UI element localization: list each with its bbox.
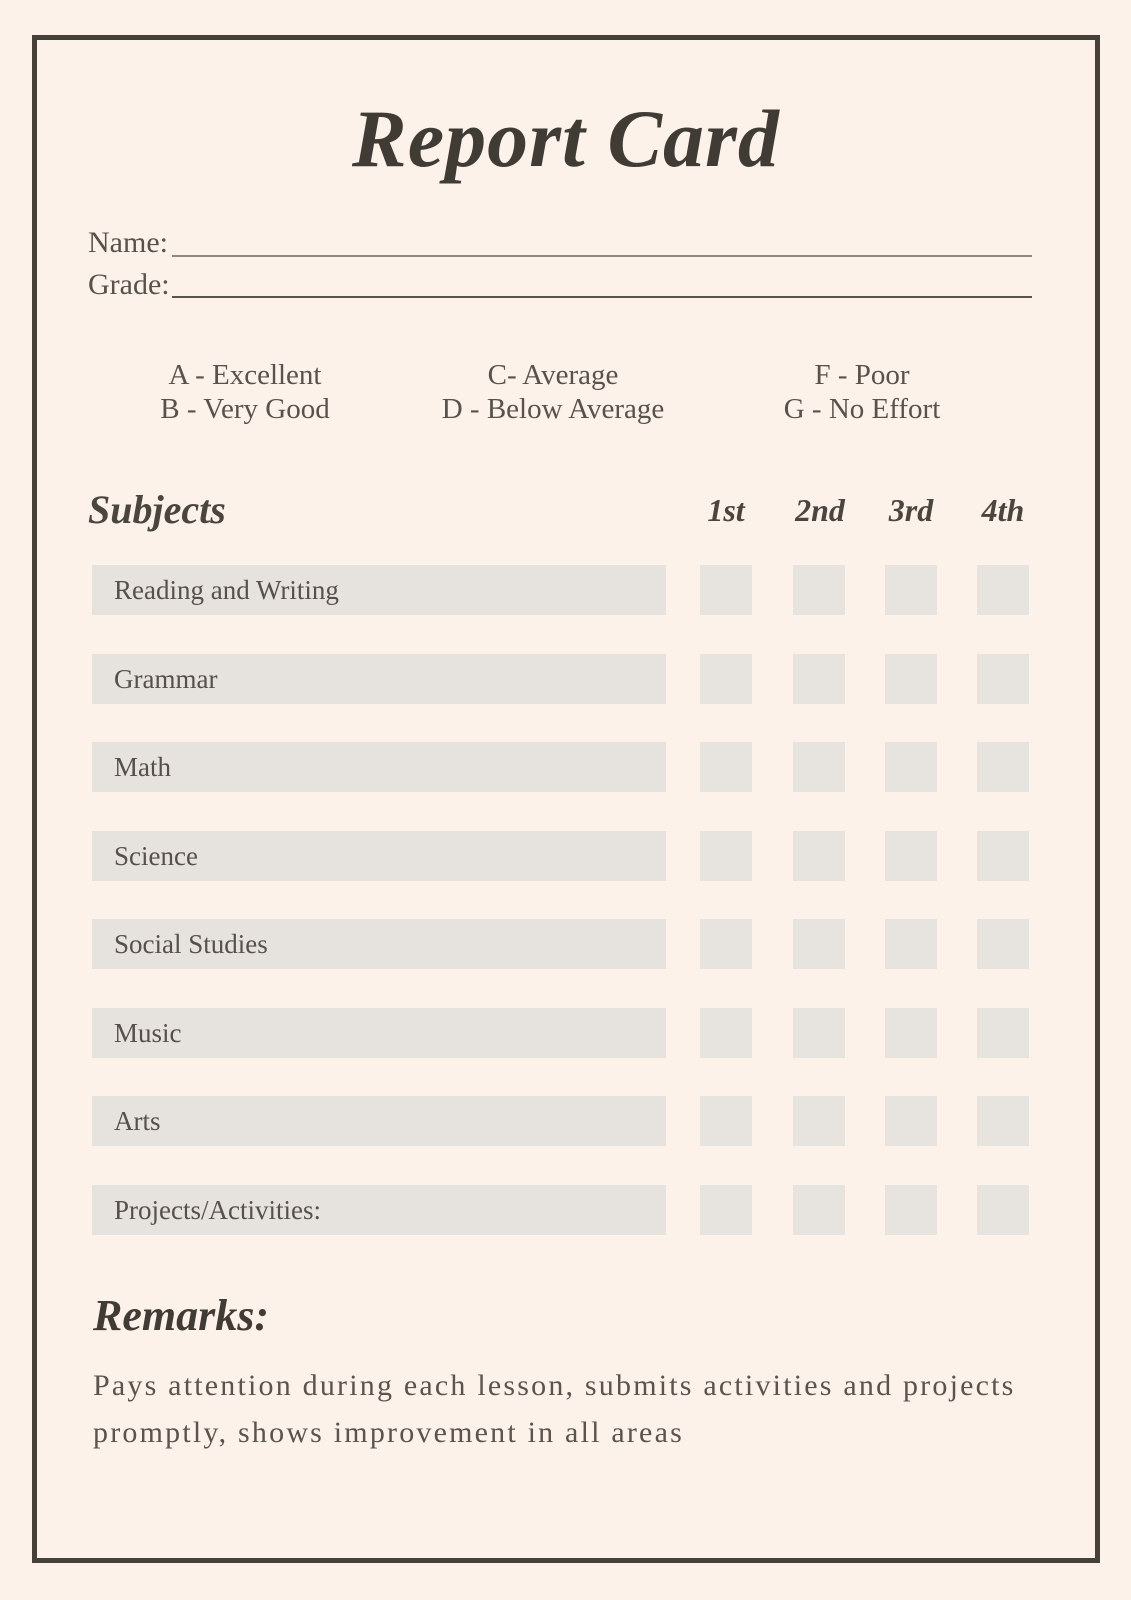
- grade-box[interactable]: [885, 1185, 937, 1235]
- grade-box[interactable]: [977, 742, 1029, 792]
- legend-a-excellent: A - Excellent: [168, 359, 322, 391]
- legend-column-ab: [85, 358, 405, 426]
- remarks-header: Remarks:: [93, 1291, 269, 1340]
- grade-input-line[interactable]: [172, 296, 1032, 298]
- grade-box[interactable]: [977, 1008, 1029, 1058]
- grade-box[interactable]: [793, 742, 845, 792]
- name-label: Name:: [88, 226, 168, 259]
- legend-b-very-good: B - Very Good: [160, 393, 330, 425]
- subject-bar-social-studies: Social Studies: [92, 919, 666, 969]
- grade-box[interactable]: [885, 654, 937, 704]
- grade-box[interactable]: [793, 831, 845, 881]
- grade-box[interactable]: [700, 919, 752, 969]
- grade-box[interactable]: [885, 831, 937, 881]
- grade-box[interactable]: [700, 1185, 752, 1235]
- grade-box[interactable]: [700, 1096, 752, 1146]
- grade-box[interactable]: [700, 1008, 752, 1058]
- quarter-header-2nd: 2nd: [795, 492, 845, 528]
- grade-box[interactable]: [885, 919, 937, 969]
- grade-label: Grade:: [88, 268, 170, 301]
- quarter-header-3rd: 3rd: [888, 492, 934, 528]
- grade-box[interactable]: [700, 831, 752, 881]
- legend-column-fg: [702, 358, 1022, 426]
- grade-box[interactable]: [977, 1185, 1029, 1235]
- subject-bar-grammar: Grammar: [92, 654, 666, 704]
- legend-f-poor: F - Poor: [814, 359, 910, 391]
- grade-box[interactable]: [977, 919, 1029, 969]
- grade-box[interactable]: [700, 654, 752, 704]
- legend-g-no-effort: G - No Effort: [783, 393, 941, 425]
- legend-column-cd: [393, 358, 713, 426]
- grade-box[interactable]: [885, 1008, 937, 1058]
- grade-box[interactable]: [793, 919, 845, 969]
- subject-bar-music: Music: [92, 1008, 666, 1058]
- grade-box[interactable]: [793, 565, 845, 615]
- subject-bar-science: Science: [92, 831, 666, 881]
- grade-box[interactable]: [700, 565, 752, 615]
- subject-bar-math: Math: [92, 742, 666, 792]
- grade-box[interactable]: [977, 654, 1029, 704]
- grade-box[interactable]: [793, 654, 845, 704]
- remarks-text: Pays attention during each lesson, submits activities and projects promptly, shows improvement in all areas: [93, 1369, 1016, 1449]
- name-field-row: [88, 226, 168, 260]
- legend-c-average: C- Average: [487, 359, 619, 391]
- page-title: Report Card: [352, 93, 780, 184]
- legend-d-below-average: D - Below Average: [441, 393, 665, 425]
- quarter-header-1st: 1st: [707, 492, 745, 528]
- name-input-line[interactable]: [172, 255, 1032, 257]
- grade-box[interactable]: [793, 1185, 845, 1235]
- grade-box[interactable]: [700, 742, 752, 792]
- grade-box[interactable]: [977, 565, 1029, 615]
- subject-bar-arts: Arts: [92, 1096, 666, 1146]
- grade-box[interactable]: [793, 1096, 845, 1146]
- grade-box[interactable]: [885, 565, 937, 615]
- grade-box[interactable]: [977, 1096, 1029, 1146]
- grade-box[interactable]: [977, 831, 1029, 881]
- grade-box[interactable]: [885, 1096, 937, 1146]
- subjects-header: Subjects: [88, 487, 226, 532]
- grade-box[interactable]: [885, 742, 937, 792]
- grade-field-row: [88, 268, 170, 302]
- quarter-header-4th: 4th: [981, 492, 1025, 528]
- subject-bar-projects-activities: Projects/Activities:: [92, 1185, 666, 1235]
- grade-box[interactable]: [793, 1008, 845, 1058]
- subject-bar-reading-and-writing: Reading and Writing: [92, 565, 666, 615]
